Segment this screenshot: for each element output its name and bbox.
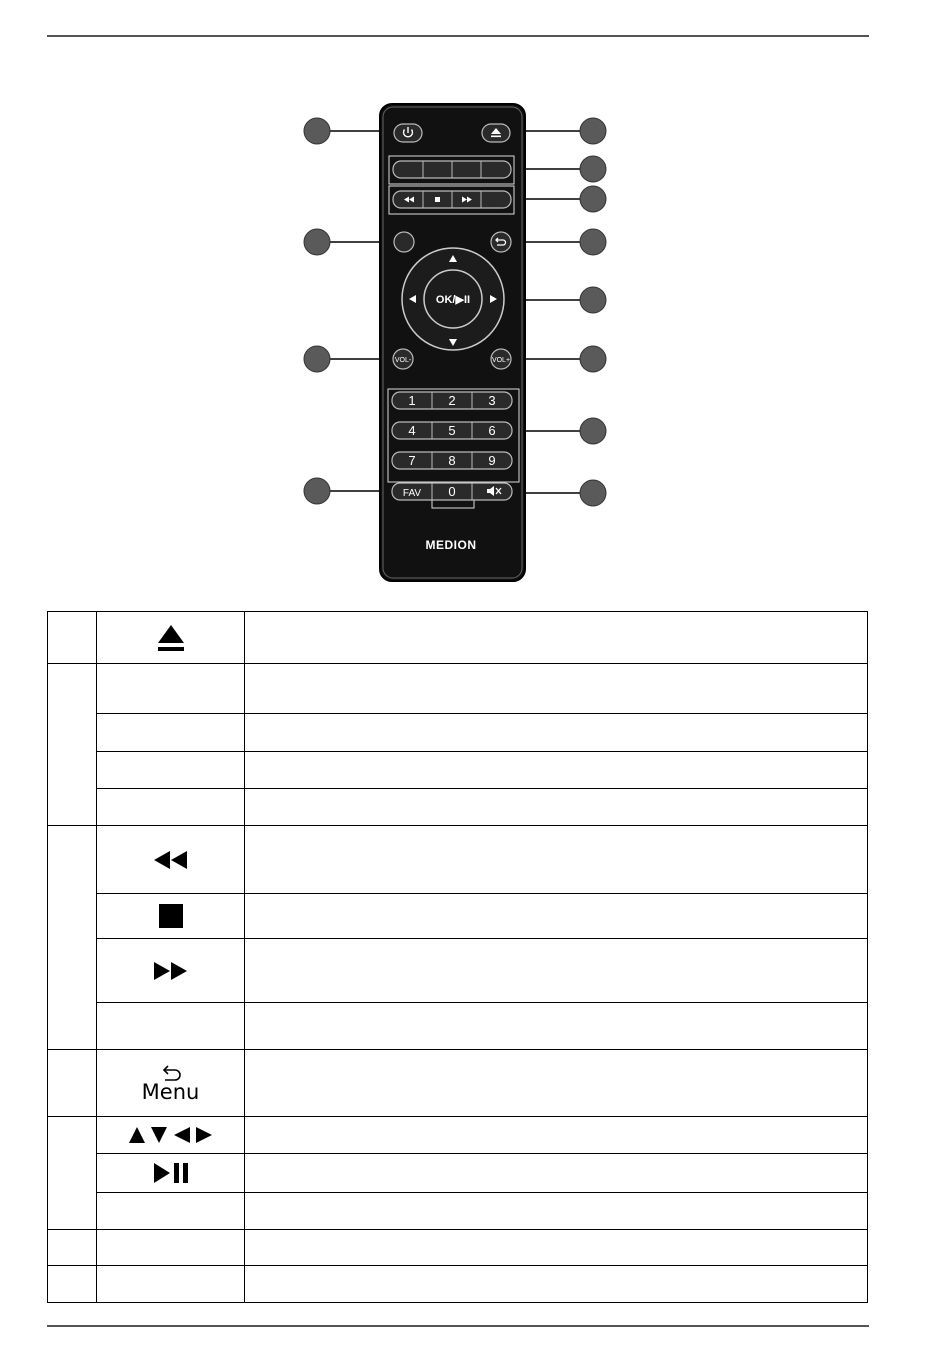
description-cell [245, 894, 868, 939]
stop-icon [435, 197, 440, 202]
symbol-cell [97, 752, 245, 789]
volume-up-button[interactable] [491, 349, 511, 369]
symbol-cell [97, 939, 245, 1003]
table-row [48, 752, 868, 789]
arrows-icon [128, 1125, 214, 1145]
row-number [48, 612, 97, 664]
digit-4[interactable]: 4 [408, 423, 416, 438]
description-cell [245, 939, 868, 1003]
symbol-cell [97, 1117, 245, 1154]
description-cell [245, 1193, 868, 1230]
symbol-cell [97, 826, 245, 894]
symbol-cell [97, 1154, 245, 1193]
legend-table [47, 611, 868, 1303]
table-row [48, 1266, 868, 1303]
volume-down-button[interactable] [393, 349, 413, 369]
row-number [48, 1266, 97, 1303]
svg-text:VOL-: VOL- [394, 357, 412, 364]
description-cell [245, 1117, 868, 1154]
fast-forward-icon [153, 961, 189, 981]
stop-icon [158, 903, 184, 929]
symbol-cell [97, 1230, 245, 1266]
digit-1[interactable]: 1 [408, 393, 416, 408]
table-row [48, 714, 868, 752]
row-number [48, 1117, 97, 1230]
description-cell [245, 1266, 868, 1303]
table-row [48, 894, 868, 939]
table-row [48, 1193, 868, 1230]
description-cell [245, 664, 868, 714]
description-cell [245, 826, 868, 894]
fav-button[interactable]: FAV [402, 488, 422, 499]
footer-rule [47, 1325, 869, 1327]
digit-8[interactable]: 8 [448, 453, 456, 468]
digit-9[interactable]: 9 [488, 453, 496, 468]
description-cell [245, 1050, 868, 1117]
description-cell [245, 789, 868, 826]
digit-5[interactable]: 5 [448, 423, 456, 438]
digit-2[interactable]: 2 [448, 393, 456, 408]
symbol-cell [97, 894, 245, 939]
symbol-cell [97, 714, 245, 752]
symbol-cell [97, 789, 245, 826]
remote-figure [0, 0, 950, 600]
eject-button[interactable] [482, 124, 510, 142]
table-row [48, 1003, 868, 1050]
digit-0[interactable]: 0 [448, 484, 456, 499]
option-button[interactable] [394, 232, 414, 252]
table-row [48, 939, 868, 1003]
table-row [48, 1117, 868, 1154]
description-cell [245, 1154, 868, 1193]
description-cell [245, 1230, 868, 1266]
description-cell [245, 752, 868, 789]
symbol-cell [97, 1193, 245, 1230]
eject-icon [154, 621, 188, 655]
table-row [48, 1154, 868, 1193]
row-number [48, 664, 97, 826]
navigation-pad[interactable] [402, 248, 504, 350]
symbol-cell [97, 664, 245, 714]
description-cell [245, 714, 868, 752]
rewind-icon [153, 850, 189, 870]
table-row [48, 612, 868, 664]
table-row [48, 1050, 868, 1117]
table-row [48, 789, 868, 826]
row-number [48, 1230, 97, 1266]
symbol-cell [97, 612, 245, 664]
table-row [48, 826, 868, 894]
description-cell [245, 1003, 868, 1050]
ok-play-button[interactable]: OK/▶II [435, 294, 471, 306]
digit-3[interactable]: 3 [488, 393, 496, 408]
digit-7[interactable]: 7 [408, 453, 416, 468]
svg-text:VOL+: VOL+ [491, 357, 511, 364]
table-row [48, 664, 868, 714]
menu-label: Menu [141, 1079, 200, 1104]
row-number [48, 826, 97, 1050]
symbol-cell [97, 1266, 245, 1303]
back-menu-button[interactable] [491, 232, 511, 252]
table-row [48, 1230, 868, 1266]
symbol-cell [97, 1050, 245, 1117]
back-menu-icon [159, 1064, 183, 1082]
symbol-cell [97, 1003, 245, 1050]
play-pause-icon [153, 1162, 189, 1184]
digit-6[interactable]: 6 [488, 423, 496, 438]
row-number [48, 1050, 97, 1117]
brand-logo: MEDION [425, 538, 477, 552]
description-cell [245, 612, 868, 664]
power-button[interactable] [394, 124, 422, 142]
